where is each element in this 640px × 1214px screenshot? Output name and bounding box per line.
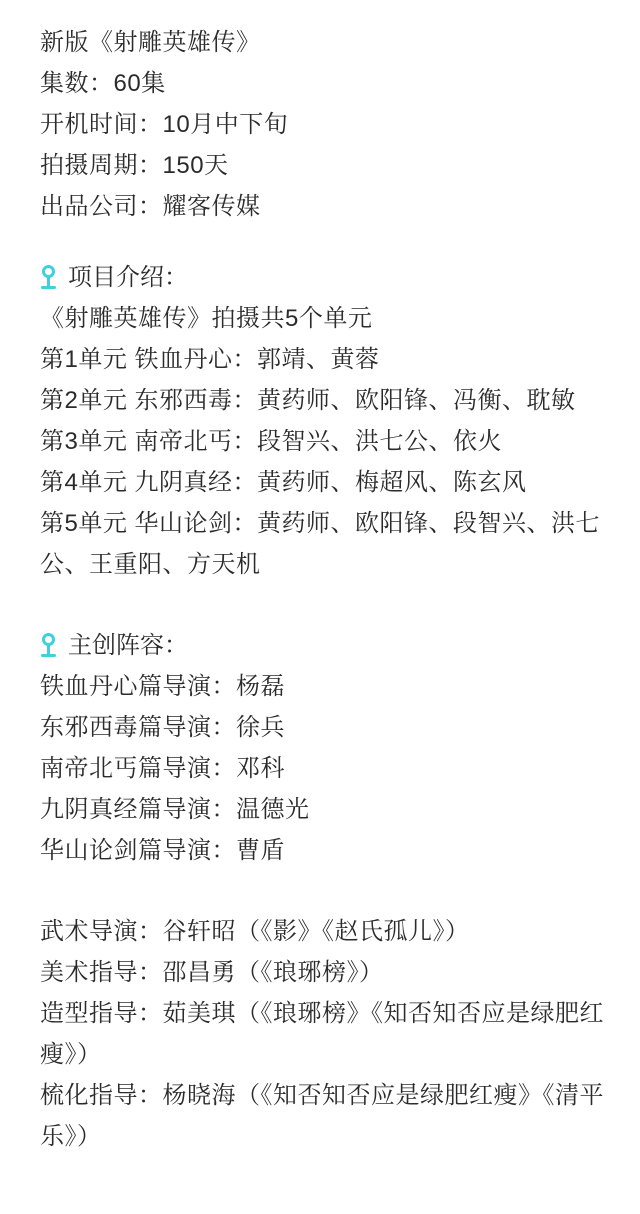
crew-director-3: 南帝北丐篇导演：邓科 (40, 755, 285, 782)
project-intro-unit-1: 第1单元 铁血丹心：郭靖、黄蓉 (40, 346, 380, 373)
project-intro-unit-2: 第2单元 东邪西毒：黄药师、欧阳锋、冯衡、耽敏 (40, 387, 576, 414)
crew-styling-director: 造型指导：茹美琪（《琅琊榜》《知否知否应是绿肥红瘦》） (40, 1000, 604, 1068)
location-pin-icon (40, 265, 62, 291)
spacer-after-project-intro (40, 585, 604, 625)
project-intro-unit-5: 第5单元 华山论剑：黄药师、欧阳锋、段智兴、洪七公、王重阳、方天机 (40, 510, 601, 578)
section-title-project-intro: 项目介绍： (68, 264, 188, 291)
header-field-episodes: 集数：60集 (40, 70, 166, 97)
project-intro-line-1: 《射雕英雄传》拍摄共5个单元 (40, 305, 373, 332)
project-intro-unit-4: 第4单元 九阴真经：黄药师、梅超风、陈玄风 (40, 469, 527, 496)
crew-director-4: 九阴真经篇导演：温德光 (40, 796, 310, 823)
document-title: 新版《射雕英雄传》 (40, 29, 261, 56)
header-field-production-company: 出品公司：耀客传媒 (40, 193, 261, 220)
crew-makeup-director: 梳化指导：杨晓海（《知否知否应是绿肥红瘦》《清平乐》） (40, 1082, 604, 1150)
crew-director-1: 铁血丹心篇导演：杨磊 (40, 673, 285, 700)
crew-action-director: 武术导演：谷轩昭（《影》《赵氏孤儿》） (40, 918, 470, 945)
section-title-main-crew: 主创阵容： (68, 632, 188, 659)
crew-director-5: 华山论剑篇导演：曹盾 (40, 837, 285, 864)
project-intro-unit-3: 第3单元 南帝北丐：段智兴、洪七公、依火 (40, 428, 503, 455)
section-heading-main-crew (40, 625, 604, 666)
crew-art-director: 美术指导：邵昌勇（《琅琊榜》） (40, 959, 384, 986)
crew-director-2: 东邪西毒篇导演：徐兵 (40, 714, 285, 741)
header-field-shoot-period: 拍摄周期：150天 (40, 152, 229, 179)
header-field-start-date: 开机时间：10月中下旬 (40, 111, 289, 138)
spacer-before-crew-group-b (40, 871, 604, 911)
location-pin-icon (40, 633, 62, 659)
section-heading-project-intro (40, 257, 604, 298)
spacer-after-header (40, 227, 604, 257)
